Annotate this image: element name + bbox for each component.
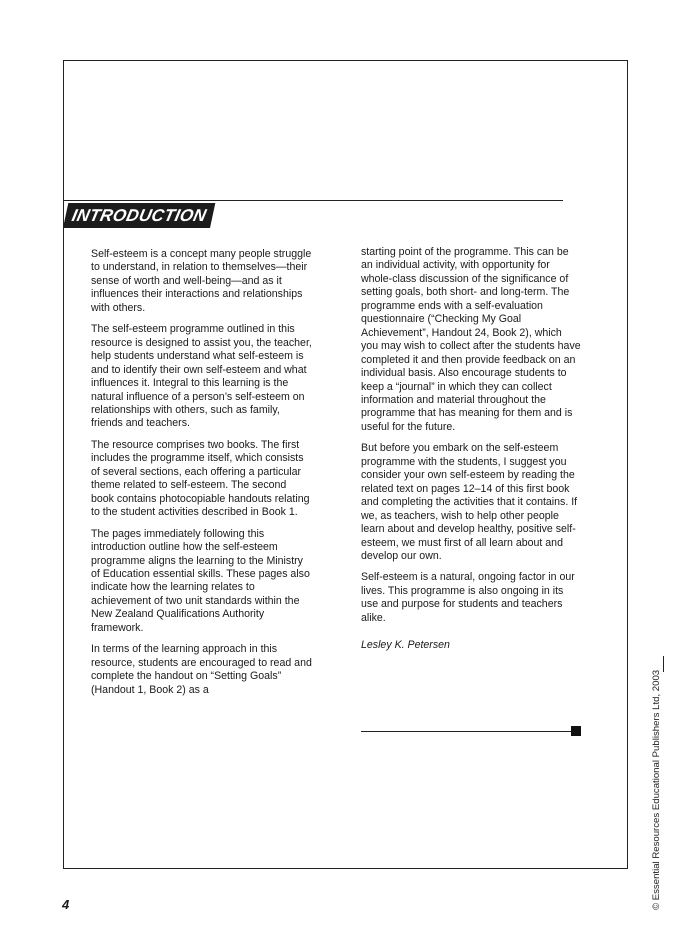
copyright-rule xyxy=(663,656,664,672)
right-column xyxy=(361,246,581,661)
paragraph: Self-esteem is a natural, ongoing factor in our lives. This programme is also ongoing in its use and purpose for students and teachers alike. xyxy=(361,571,575,624)
section-heading-text: INTRODUCTION xyxy=(70,205,209,225)
heading-rule xyxy=(63,200,563,201)
paragraph: Self-esteem is a concept many people struggle to understand, in relation to themselves—their sense of worth and well-being—and as it influences their interactions and relationships with others. xyxy=(91,248,312,314)
paragraph: The pages immediately following this introduction outline how the self-esteem programme aligns the learning to the Ministry of Education essential skills. These pages also indicate how the learning relates to achievement of two unit standards within the New Zealand Qualifications Authority framework. xyxy=(91,527,310,634)
section-heading xyxy=(63,203,215,228)
copyright-notice: © Essential Resources Educational Publishers Ltd, 2003 xyxy=(651,669,662,910)
paragraph: starting point of the programme. This can be an individual activity, with opportunity for whole-class discussion of the significance of setting goals, both short- and long-term. The programme ends with a self-evaluation questionnaire (“Checking My Goal Achievement”, Handout 24, Book 2), which you may wish to collect after the students have completed it and then provide feedback on an individual basis. Also encourage students to keep a “journal” in which they can collect information and material throughout the programme that has meaning for them and is useful for the future. xyxy=(361,246,581,433)
page-number: 4 xyxy=(62,897,70,912)
paragraph: The resource comprises two books. The first includes the programme itself, which consists of several sections, each offering a particular theme related to self-esteem. The second book contains photocopiable handouts relating to the student activities described in Book 1. xyxy=(91,438,310,519)
end-marker-square xyxy=(571,726,581,736)
paragraph: The self-esteem programme outlined in this resource is designed to assist you, the teacher, help students understand what self-esteem is and to identify their own self-esteem and what influences it. Integral to this learning is the natural influence of a person’s self-esteem on relationships with others, such as family, friends and teachers. xyxy=(91,323,312,430)
paragraph: But before you embark on the self-esteem programme with the students, I suggest you consider your own self-esteem by reading the related text on pages 12–14 of this first book and completing the activities that it contains. If we, as teachers, wish to help other people learn about and develop healthy, positive self-esteem, we must first of all learn about and develop our own. xyxy=(361,442,578,562)
left-column xyxy=(91,248,312,705)
end-rule xyxy=(361,731,571,732)
author-signature: Lesley K. Petersen xyxy=(361,639,450,652)
paragraph: In terms of the learning approach in this resource, students are encouraged to read and complete the handout on “Setting Goals” (Handout 1, Book 2) as a xyxy=(91,643,312,696)
